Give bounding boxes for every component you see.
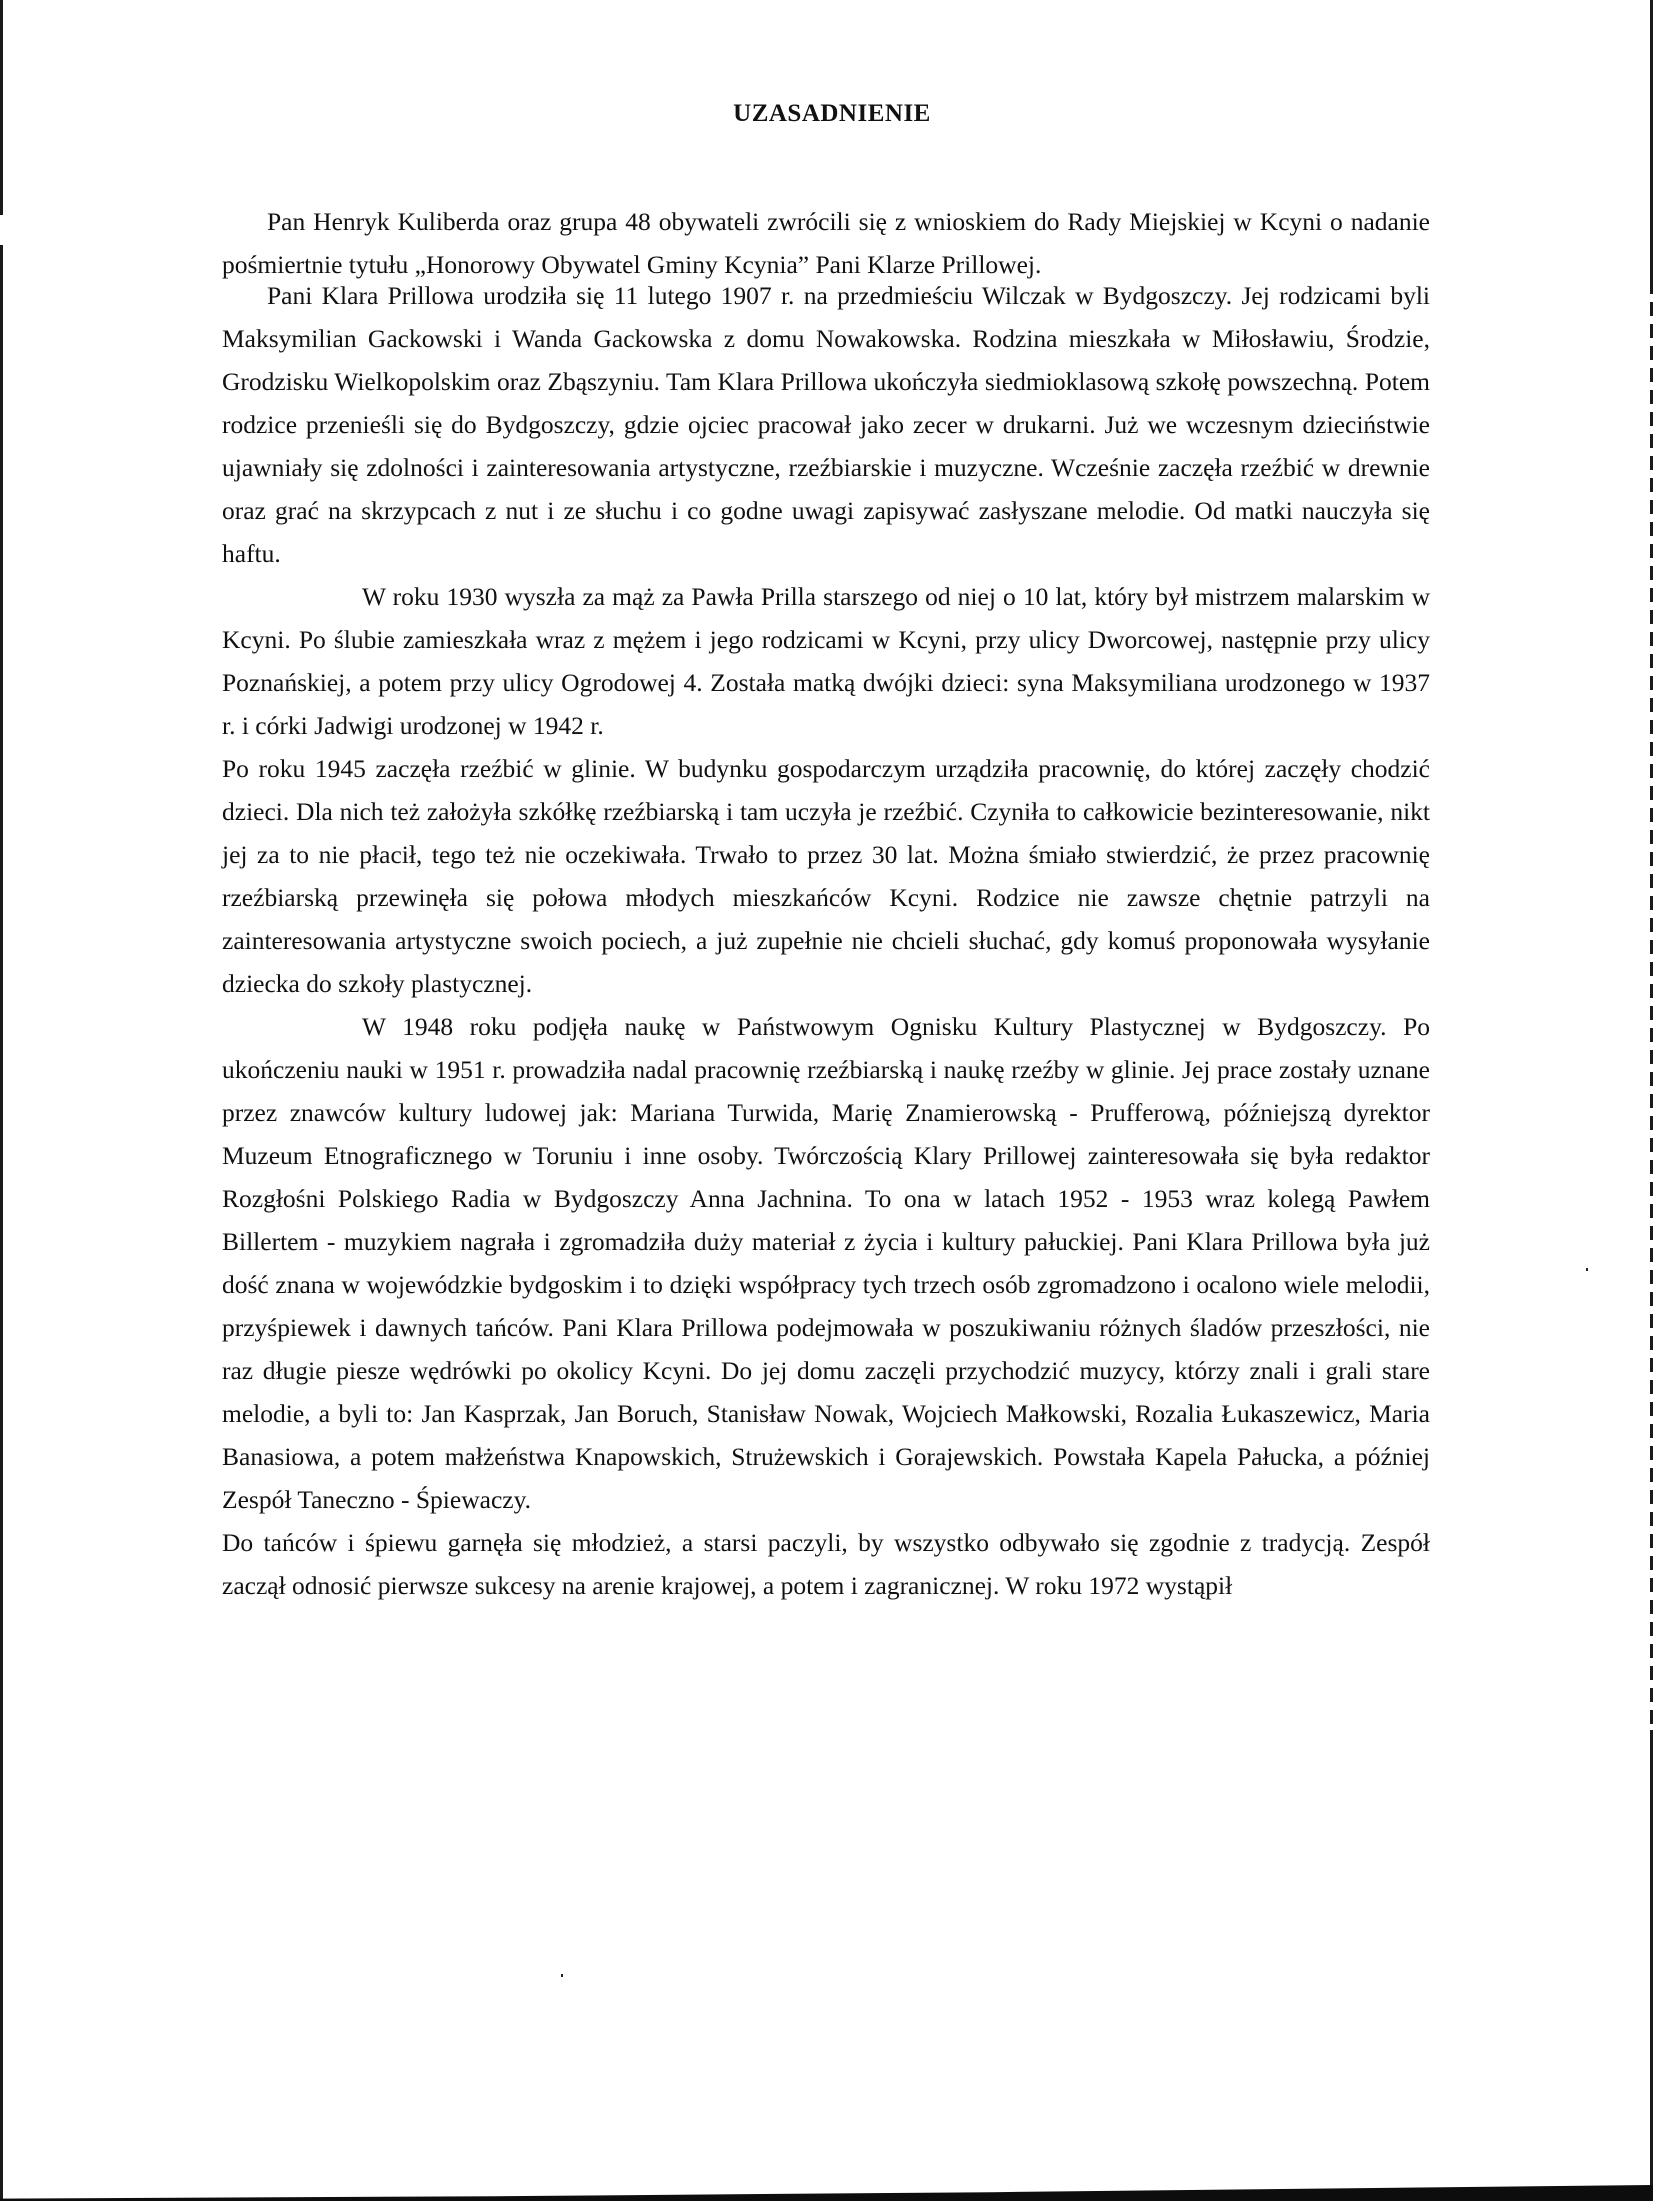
document-title: UZASADNIENIE [733, 100, 931, 127]
document-page [222, 100, 1430, 1607]
scan-border-left-gap [0, 215, 3, 245]
paragraph-education-folk-culture: W 1948 roku podjęła naukę w Państwowym Ognisku Kultury Plastycznej w Bydgoszczy. Po ukończeniu nauki w 1951 r. prowadziła nadal pracownię rzeźbiarską i naukę rzeźby w glinie. Jej prace zostały uznane przez znawców kultury ludowej jak: Mariana Turwida, Marię Znamierowską - Prufferową, późniejszą dyrektor Muzeum Etnograficznego w Toruniu i inne osoby. Twórczością Klary Prillowej zainteresowała się była redaktor Rozgłośni Polskiego Radia w Bydgoszczy Anna Jachnina. To ona w latach 1952 - 1953 wraz kolegą Pawłem Billertem - muzykiem nagrała i zgromadziła duży materiał z życia i kultury pałuckiej. Pani Klara Prillowa była już dość znana w wojewódzkie bydgoskim i to dzięki współpracy tych trzech osób zgromadzono i ocalono wiele melodii, przyśpiewek i dawnych tańców. Pani Klara Prillowa podejmowała w poszukiwaniu różnych śladów przeszłości, nie raz długie piesze wędrówki po okolicy Kcyni. Do jej domu zaczęli przychodzić muzycy, którzy znali i grali stare melodie, a byli to: Jan Kasprzak, Jan Boruch, Stanisław Nowak, Wojciech Małkowski, Rozalia Łukaszewicz, Maria Banasiowa, a potem małżeństwa Knapowskich, Strużewskich i Gorajewskich. Powstała Kapela Pałucka, a później Zespół Taneczno - Śpiewaczy. [222, 1012, 1430, 1514]
paragraph-petition: Pan Henryk Kuliberda oraz grupa 48 obywateli zwrócili się z wnioskiem do Rady Miejskiej w Kcyni o nadanie pośmiertnie tytułu „Honorowy Obywatel Gminy Kcynia” Pani Klarze Prillowej. [222, 207, 1430, 279]
scan-border-bottom [0, 2185, 1653, 2201]
scan-speck [1586, 1268, 1588, 1271]
scan-speck [561, 1974, 563, 1977]
paragraph-marriage-family: W roku 1930 wyszła za mąż za Pawła Prilla starszego od niej o 10 lat, który był mistrzem malarskim w Kcyni. Po ślubie zamieszkała wraz z mężem i jego rodzicami w Kcyni, przy ulicy Dworcowej, następnie przy ulicy Poznańskiej, a potem przy ulicy Ogrodowej 4. Została matką dwójki dzieci: syna Maksymiliana urodzonego w 1937 r. i córki Jadwigi urodzonej w 1942 r. [222, 582, 1430, 740]
paragraph-biography-early-life: Pani Klara Prillowa urodziła się 11 lutego 1907 r. na przedmieściu Wilczak w Bydgoszczy. Jej rodzicami byli Maksymilian Gackowski i Wanda Gackowska z domu Nowakowska. Rodzina mieszkała w Miłosławiu, Środzie, Grodzisku Wielkopolskim oraz Zbąszyniu. Tam Klara Prillowa ukończyła siedmioklasową szkołę powszechną. Potem rodzice przenieśli się do Bydgoszczy, gdzie ojciec pracował jako zecer w drukarni. Już we wczesnym dzieciństwie ujawniały się zdolności i zainteresowania artystyczne, rzeźbiarskie i muzyczne. Wcześnie zaczęła rzeźbić w drewnie oraz grać na skrzypcach z nut i ze słuchu i co godne uwagi zapisywać zasłyszane melodie. Od matki nauczyła się haftu. [222, 281, 1430, 568]
scan-border-left [0, 0, 3, 2201]
paragraph-sculpture-workshop: Po roku 1945 zaczęła rzeźbić w glinie. W budynku gospodarczym urządziła pracownię, do której zaczęły chodzić dzieci. Dla nich też założyła szkółkę rzeźbiarską i tam uczyła je rzeźbić. Czyniła to całkowicie bezinteresowanie, nikt jej za to nie płacił, tego też nie oczekiwała. Trwało to przez 30 lat. Można śmiało stwierdzić, że przez pracownię rzeźbiarską przewinęła się połowa młodych mieszkańców Kcyni. Rodzice nie zawsze chętnie patrzyli na zainteresowania artystyczne swoich pociech, a już zupełnie nie chcieli słuchać, gdy komuś proponowała wysyłanie dziecka do szkoły plastycznej. [222, 754, 1430, 998]
paragraph-ensemble-success: Do tańców i śpiewu garnęła się młodzież, a starsi paczyli, by wszystko odbywało się zgodnie z tradycją. Zespół zaczął odnosić pierwsze sukcesy na arenie krajowej, a potem i zagranicznej. W roku 1972 wystąpił [222, 1528, 1430, 1600]
